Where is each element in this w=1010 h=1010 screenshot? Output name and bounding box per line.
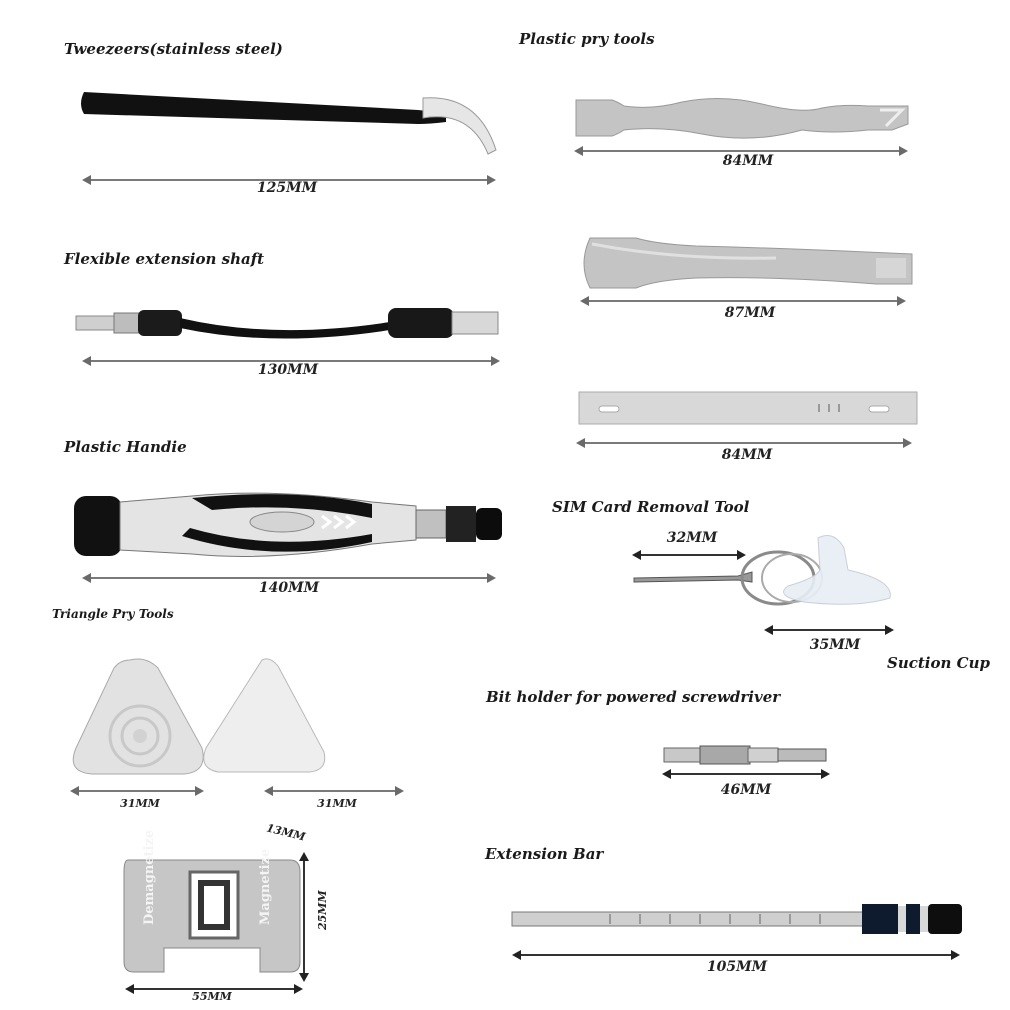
bit-holder-title: Bit holder for powered screwdriver xyxy=(486,688,781,706)
flex-shaft-image xyxy=(74,302,504,346)
triangle-b-dimension-arrow xyxy=(266,790,402,792)
pry-tool-2-dimension-arrow xyxy=(582,300,904,302)
handle-size: 140MM xyxy=(258,580,320,596)
triangle-a-size: 31MM xyxy=(120,797,160,810)
demagnetize-label: Demagnetize xyxy=(142,829,157,925)
handle-image xyxy=(72,488,508,568)
sim-pin-size: 32MM xyxy=(666,530,718,546)
pry-tool-3-dimension-arrow xyxy=(578,442,910,444)
extension-bar-image xyxy=(510,900,966,940)
extension-bar-size: 105MM xyxy=(706,959,768,975)
magnetizer-depth: 13MM xyxy=(265,821,307,844)
pry-tool-1-dimension-arrow xyxy=(576,150,906,152)
triangle-pry-image xyxy=(70,656,370,780)
suction-cup-size: 35MM xyxy=(809,637,861,653)
pry-tool-2-image xyxy=(576,234,916,294)
triangle-title: Triangle Pry Tools xyxy=(52,607,174,621)
triangle-a-dimension-arrow xyxy=(72,790,202,792)
tweezers-image xyxy=(78,88,508,158)
handle-title: Plastic Handie xyxy=(64,438,187,456)
extension-bar-title: Extension Bar xyxy=(485,845,604,863)
pry-tool-3-size: 84MM xyxy=(721,447,773,463)
flex-shaft-title: Flexible extension shaft xyxy=(64,250,265,268)
flex-shaft-size: 130MM xyxy=(257,362,319,378)
suction-cup-dimension-arrow xyxy=(766,629,892,631)
suction-cup-label: Suction Cup xyxy=(887,654,990,672)
triangle-b-size: 31MM xyxy=(317,797,357,810)
magnetizer-width: 55MM xyxy=(192,990,232,1003)
sim-tool-image xyxy=(628,530,898,620)
tweezers-size: 125MM xyxy=(256,180,318,196)
pry-tool-3-image xyxy=(577,388,921,428)
pry-tool-1-image xyxy=(572,96,912,146)
pry-tool-2-size: 87MM xyxy=(724,305,776,321)
pry-tool-1-size: 84MM xyxy=(722,153,774,169)
handle-dimension-arrow xyxy=(84,577,494,579)
tweezers-title: Tweezeers(stainless steel) xyxy=(64,40,283,58)
pry-tools-title: Plastic pry tools xyxy=(519,30,655,48)
bit-holder-image xyxy=(662,742,830,768)
sim-tool-title: SIM Card Removal Tool xyxy=(552,498,750,516)
extension-bar-dimension-arrow xyxy=(514,954,958,956)
magnetizer-height: 25MM xyxy=(316,890,329,930)
magnetizer-height-arrow xyxy=(303,854,305,980)
magnetize-label: Magnetize xyxy=(258,848,273,925)
bit-holder-dimension-arrow xyxy=(664,773,828,775)
bit-holder-size: 46MM xyxy=(720,782,772,798)
